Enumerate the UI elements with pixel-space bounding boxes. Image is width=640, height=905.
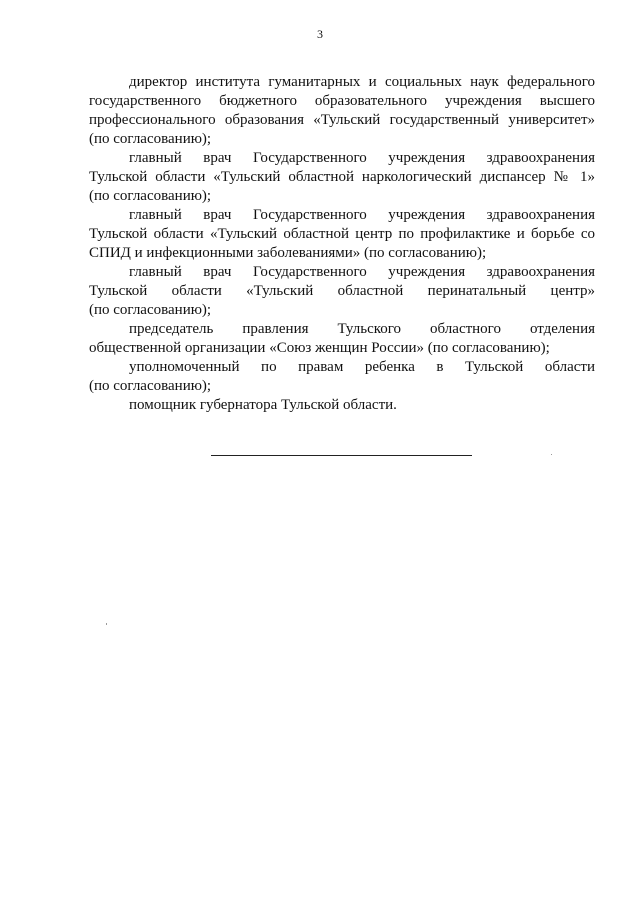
text-line: (по согласованию); [89,378,212,394]
text-line: Тульской области «Тульский областной наркологический диспансер № 1» [89,169,595,185]
text-line: (по согласованию); [89,188,212,204]
list-item [89,358,595,396]
text-line: профессионального образования «Тульский государственный университет» [89,112,595,128]
scan-artifact [551,454,552,455]
closing-divider [211,455,472,456]
page-number: 3 [317,27,323,41]
list-item [89,73,595,149]
document-body [89,73,595,415]
text-line: СПИД и инфекционными заболеваниями» (по согласованию); [89,245,487,261]
list-item [89,396,595,415]
list-item [89,206,595,263]
text-line: главный врач Государственного учреждения здравоохранения [129,207,595,223]
text-line: государственного бюджетного образовательного учреждения высшего [89,93,595,109]
text-line: помощник губернатора Тульской области. [129,397,397,413]
scan-artifact [106,623,107,625]
text-line: Тульской области «Тульский областной перинатальный центр» [89,283,595,299]
list-item [89,149,595,206]
text-line: председатель правления Тульского областного отделения [129,321,595,337]
text-line: (по согласованию); [89,302,212,318]
list-item [89,320,595,358]
list-item [89,263,595,320]
text-line: общественной организации «Союз женщин России» (по согласованию); [89,340,550,356]
text-line: Тульской области «Тульский областной центр по профилактике и борьбе со [89,226,595,242]
text-line: уполномоченный по правам ребенка в Тульской области [129,359,595,375]
text-line: директор института гуманитарных и социальных наук федерального [129,74,595,90]
text-line: (по согласованию); [89,131,212,147]
text-line: главный врач Государственного учреждения здравоохранения [129,150,595,166]
text-line: главный врач Государственного учреждения здравоохранения [129,264,595,280]
